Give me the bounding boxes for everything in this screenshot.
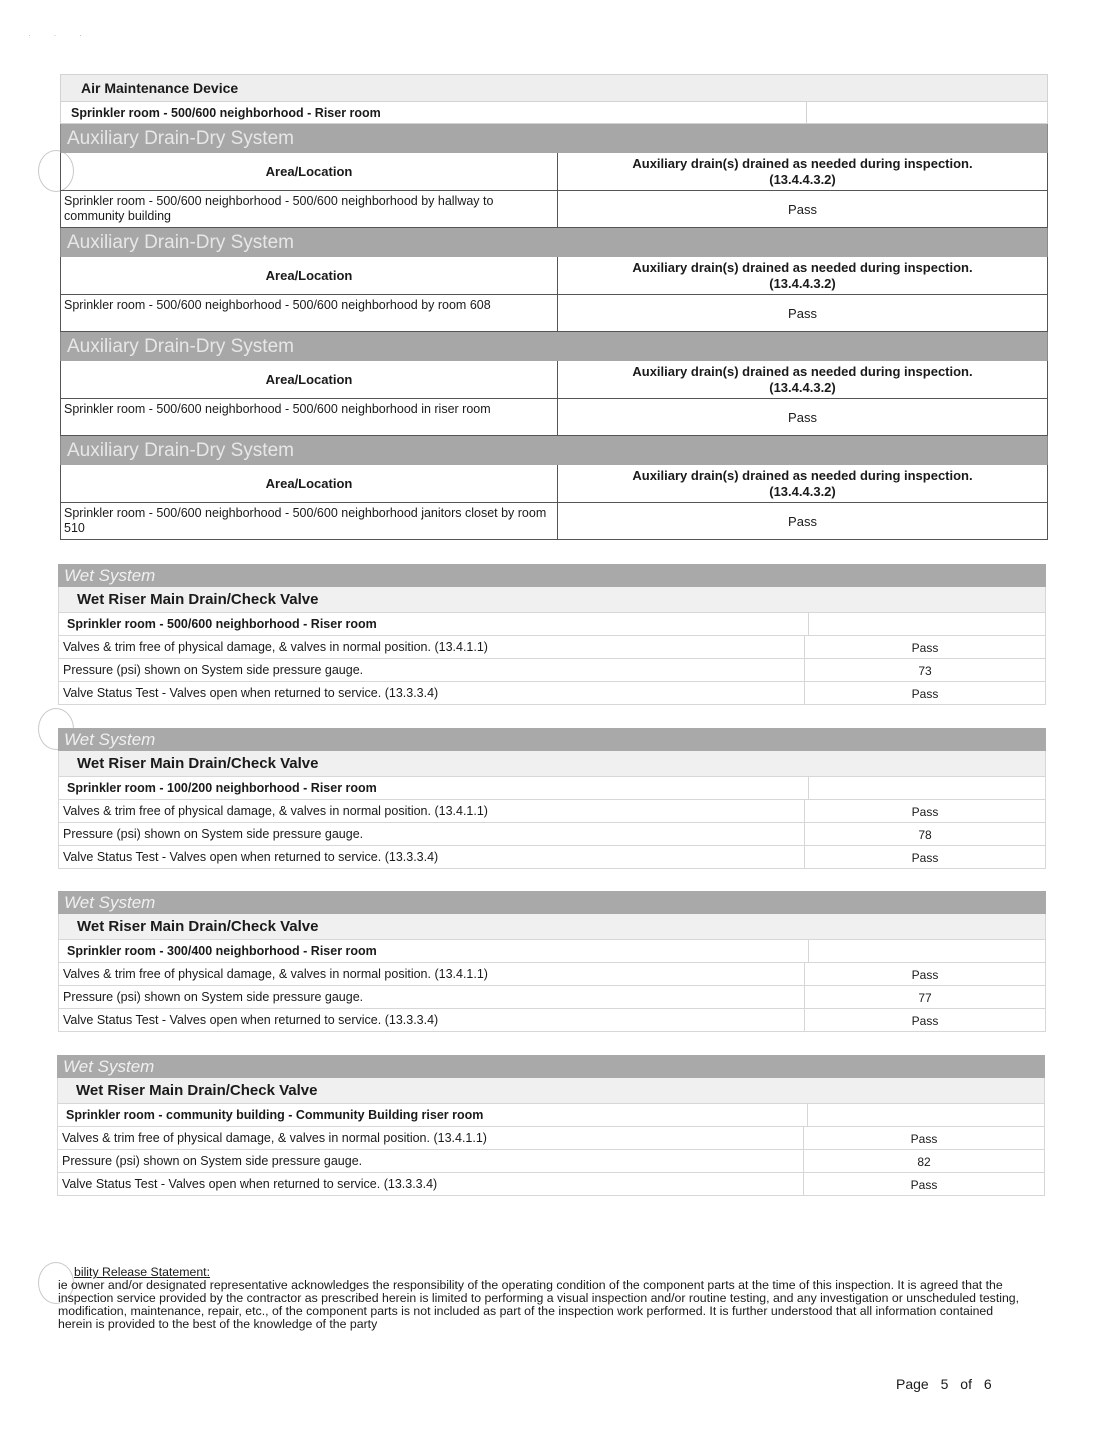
wet-check-value: 77 xyxy=(918,991,932,1005)
wet-check-label: Valve Status Test - Valves open when returned to service. (13.3.3.4) xyxy=(59,846,805,868)
wet-check-label: Valves & trim free of physical damage, & valves in normal position. (13.4.1.1) xyxy=(58,1127,804,1149)
aux-section-bar: Auxiliary Drain-Dry System xyxy=(60,436,1048,465)
aux-drain-header-line2: (13.4.4.3.2) xyxy=(769,379,836,395)
wet-system-section xyxy=(57,1055,1045,1196)
aux-location: Sprinkler room - 500/600 neighborhood - 500/600 neighborhood janitors closet by room 510 xyxy=(61,503,558,539)
air-maintenance-row xyxy=(60,101,1048,124)
aux-location: Sprinkler room - 500/600 neighborhood - 500/600 neighborhood in riser room xyxy=(61,399,558,435)
wet-check-value: Pass xyxy=(911,968,939,982)
aux-table-header xyxy=(60,361,1048,399)
wet-check-row xyxy=(58,986,1046,1009)
wet-location-row xyxy=(57,1103,1045,1127)
wet-location: Sprinkler room - 100/200 neighborhood - Riser room xyxy=(59,777,809,799)
wet-riser-title: Wet Riser Main Drain/Check Valve xyxy=(58,587,1046,612)
wet-system-bar: Wet System xyxy=(58,891,1046,914)
wet-riser-title: Wet Riser Main Drain/Check Valve xyxy=(58,751,1046,776)
aux-result: Pass xyxy=(788,201,817,217)
wet-check-label: Pressure (psi) shown on System side pressure gauge. xyxy=(59,823,805,845)
wet-riser-title: Wet Riser Main Drain/Check Valve xyxy=(57,1078,1045,1103)
wet-riser-title: Wet Riser Main Drain/Check Valve xyxy=(58,914,1046,939)
aux-result: Pass xyxy=(788,409,817,425)
area-location-header: Area/Location xyxy=(61,257,558,294)
wet-check-row xyxy=(58,963,1046,986)
wet-location: Sprinkler room - community building - Community Building riser room xyxy=(58,1104,808,1126)
aux-drain-header-line2: (13.4.4.3.2) xyxy=(769,483,836,499)
dry-system-block xyxy=(60,74,1048,540)
wet-check-label: Pressure (psi) shown on System side pressure gauge. xyxy=(59,986,805,1008)
aux-location: Sprinkler room - 500/600 neighborhood - 500/600 neighborhood by room 608 xyxy=(61,295,558,331)
aux-location: Sprinkler room - 500/600 neighborhood - 500/600 neighborhood by hallway to community building xyxy=(61,191,558,227)
wet-check-value: Pass xyxy=(911,641,939,655)
wet-system-section xyxy=(58,891,1046,1032)
aux-drain-header-line2: (13.4.4.3.2) xyxy=(769,171,836,187)
liability-release-statement xyxy=(58,1266,1028,1331)
wet-check-value: Pass xyxy=(911,1014,939,1028)
aux-section-bar: Auxiliary Drain-Dry System xyxy=(60,124,1048,153)
aux-section-bar: Auxiliary Drain-Dry System xyxy=(60,228,1048,257)
wet-location: Sprinkler room - 300/400 neighborhood - Riser room xyxy=(59,940,809,962)
area-location-header: Area/Location xyxy=(61,153,558,190)
wet-check-row xyxy=(57,1150,1045,1173)
statement-title: bility Release Statement: xyxy=(74,1265,211,1279)
wet-check-value: Pass xyxy=(911,687,939,701)
aux-table-row xyxy=(60,399,1048,436)
aux-table-header xyxy=(60,257,1048,295)
page-current: 5 xyxy=(940,1376,949,1392)
aux-drain-header-line1: Auxiliary drain(s) drained as needed during inspection. xyxy=(632,259,973,275)
wet-check-row xyxy=(58,823,1046,846)
wet-check-label: Valve Status Test - Valves open when returned to service. (13.3.3.4) xyxy=(59,1009,805,1031)
area-location-header: Area/Location xyxy=(61,361,558,398)
aux-drain-header-line1: Auxiliary drain(s) drained as needed during inspection. xyxy=(632,155,973,171)
page-of: of xyxy=(960,1376,972,1392)
air-maintenance-location: Sprinkler room - 500/600 neighborhood - Riser room xyxy=(61,102,807,123)
page-label: Page xyxy=(896,1376,929,1392)
aux-table-header xyxy=(60,153,1048,191)
wet-check-row xyxy=(58,682,1046,705)
area-location-header: Area/Location xyxy=(61,465,558,502)
wet-check-row xyxy=(57,1173,1045,1196)
wet-location-row xyxy=(58,939,1046,963)
wet-system-bar: Wet System xyxy=(58,728,1046,751)
wet-check-value: 82 xyxy=(917,1155,931,1169)
wet-system-bar: Wet System xyxy=(57,1055,1045,1078)
wet-check-row xyxy=(57,1127,1045,1150)
wet-system-section xyxy=(58,564,1046,705)
wet-check-row xyxy=(58,1009,1046,1032)
air-maintenance-value xyxy=(807,102,1047,123)
wet-check-label: Valves & trim free of physical damage, & valves in normal position. (13.4.1.1) xyxy=(59,963,805,985)
wet-location: Sprinkler room - 500/600 neighborhood - Riser room xyxy=(59,613,809,635)
page-number xyxy=(896,1376,1000,1392)
aux-drain-header xyxy=(558,257,1047,294)
page-total: 6 xyxy=(983,1376,992,1392)
statement-body: ie owner and/or designated representative acknowledges the responsibility of the operating condition of the component parts at the time of this inspection. It is agreed that the inspection service provided by the contractor as prescribed herein is limited to performing a visual inspection and/or routine testing, and any investigation or unscheduled testing, modification, maintenance, repair, etc., of the component parts is not included as part of the inspection work performed. It is further understood that all information contained herein is provided to the best of the knowledge of the party xyxy=(58,1278,1020,1331)
wet-check-value: 73 xyxy=(918,664,932,678)
wet-check-value: Pass xyxy=(911,851,939,865)
wet-check-label: Pressure (psi) shown on System side pressure gauge. xyxy=(59,659,805,681)
scan-marks: · · · xyxy=(28,30,92,40)
aux-table-row xyxy=(60,191,1048,228)
wet-check-label: Valves & trim free of physical damage, & valves in normal position. (13.4.1.1) xyxy=(59,636,805,658)
wet-check-row xyxy=(58,846,1046,869)
wet-check-row xyxy=(58,659,1046,682)
aux-drain-header xyxy=(558,153,1047,190)
wet-check-value: Pass xyxy=(911,805,939,819)
aux-section-bar: Auxiliary Drain-Dry System xyxy=(60,332,1048,361)
aux-drain-header-line2: (13.4.4.3.2) xyxy=(769,275,836,291)
air-maintenance-title: Air Maintenance Device xyxy=(60,74,1048,101)
aux-drain-header-line1: Auxiliary drain(s) drained as needed during inspection. xyxy=(632,467,973,483)
aux-table-row xyxy=(60,295,1048,332)
wet-check-value: Pass xyxy=(910,1178,938,1192)
wet-check-row xyxy=(58,636,1046,659)
wet-check-label: Valve Status Test - Valves open when returned to service. (13.3.3.4) xyxy=(59,682,805,704)
aux-result: Pass xyxy=(788,513,817,529)
wet-system-section xyxy=(58,728,1046,869)
wet-system-bar: Wet System xyxy=(58,564,1046,587)
wet-location-row xyxy=(58,776,1046,800)
wet-check-label: Pressure (psi) shown on System side pressure gauge. xyxy=(58,1150,804,1172)
aux-drain-header xyxy=(558,361,1047,398)
wet-check-row xyxy=(58,800,1046,823)
wet-check-label: Valve Status Test - Valves open when returned to service. (13.3.3.4) xyxy=(58,1173,804,1195)
wet-check-value: Pass xyxy=(910,1132,938,1146)
aux-table-row xyxy=(60,503,1048,540)
wet-check-label: Valves & trim free of physical damage, & valves in normal position. (13.4.1.1) xyxy=(59,800,805,822)
aux-drain-header xyxy=(558,465,1047,502)
wet-check-value: 78 xyxy=(918,828,932,842)
aux-drain-header-line1: Auxiliary drain(s) drained as needed during inspection. xyxy=(632,363,973,379)
wet-location-row xyxy=(58,612,1046,636)
aux-table-header xyxy=(60,465,1048,503)
aux-result: Pass xyxy=(788,305,817,321)
